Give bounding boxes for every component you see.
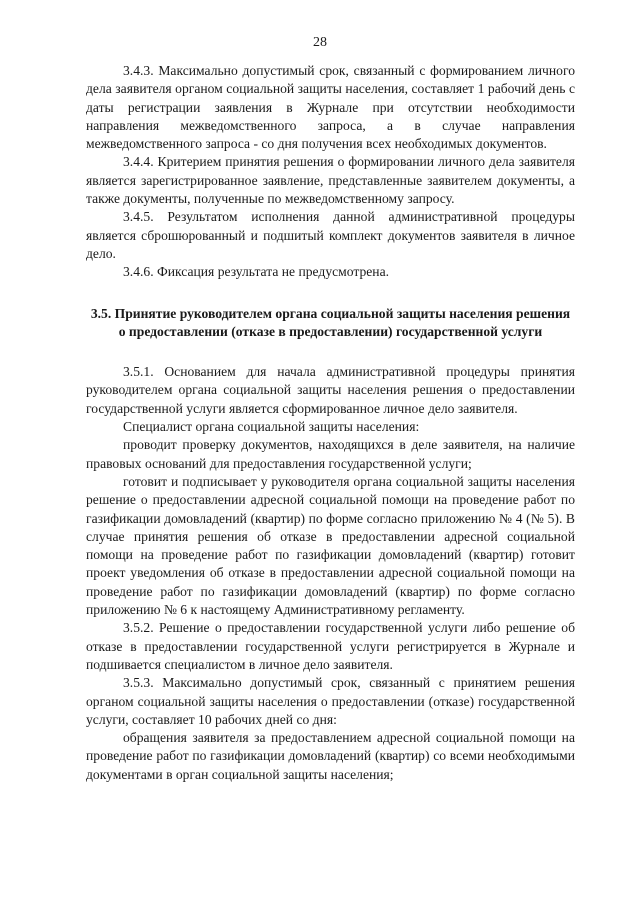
paragraph-3-4-5: 3.4.5. Результатом исполнения данной административной процедуры является сброшюрованный и подшитый комплект документов заявителя в личное дело. <box>86 209 575 261</box>
paragraph-3-4-3: 3.4.3. Максимально допустимый срок, связанный с формированием личного дела заявителя органом социальной защиты населения, составляет 1 рабочий день с даты регистрации заявления в Журнале при отсутствии необходимости направления межведомственного запроса, а в случае направления межведомственного запроса - со дня получения всех необходимых документов. <box>86 63 575 152</box>
section-heading-3-5: 3.5. Принятие руководителем органа социальной защиты населения решения о предоставлении (отказе в предоставлении) государственной услуги <box>90 305 571 339</box>
document-body <box>86 62 575 784</box>
paragraph-3-5-2: 3.5.2. Решение о предоставлении государственной услуги либо решение об отказе в предоставлении государственной услуги регистрируется в Журнале и подшивается специалистом в личное дело заявителя. <box>86 620 575 672</box>
paragraph-applicant-request: обращения заявителя за предоставлением адресной социальной помощи на проведение работ по газификации домовладений (квартир) со всеми необходимыми документами в орган социальной защиты населения; <box>86 730 575 782</box>
paragraph-prepare-decision: готовит и подписывает у руководителя органа социальной защиты населения решение о предоставлении адресной социальной помощи на проведение работ по газификации домовладений (квартир) по форме согласно приложению № 4 (№ 5). В случае принятия решения об отказе в предоставлении адресной социальной помощи на проведение работ по газификации домовладений (квартир) готовит проект уведомления об отказе в предоставлении адресной социальной помощи на проведение работ по газификации домовладений (квартир) по форме согласно приложению № 6 к настоящему Административному регламенту. <box>86 473 575 618</box>
paragraph-specialist: Специалист органа социальной защиты населения: <box>123 419 420 435</box>
paragraph-3-4-4: 3.4.4. Критерием принятия решения о формировании личного дела заявителя является зарегистрированное заявление, представленные заявителем документы, а также документы, полученные по межведомственному запросу. <box>86 154 575 207</box>
paragraph-3-5-1: 3.5.1. Основанием для начала административной процедуры принятия руководителем органа социальной защиты населения решения о предоставлении государственной услуги является сформированное личное дело заявителя. <box>86 364 575 416</box>
paragraph-check-documents: проводит проверку документов, находящихся в деле заявителя, на наличие правовых оснований для предоставления государственной услуги; <box>86 437 575 471</box>
paragraph-3-5-3: 3.5.3. Максимально допустимый срок, связанный с принятием решения органом социальной защиты населения о предоставлении (отказе) государственной услуги, составляет 10 рабочих дней со дня: <box>86 675 575 727</box>
page-number: 28 <box>313 35 327 50</box>
paragraph-3-4-6: 3.4.6. Фиксация результата не предусмотрена. <box>123 264 390 280</box>
